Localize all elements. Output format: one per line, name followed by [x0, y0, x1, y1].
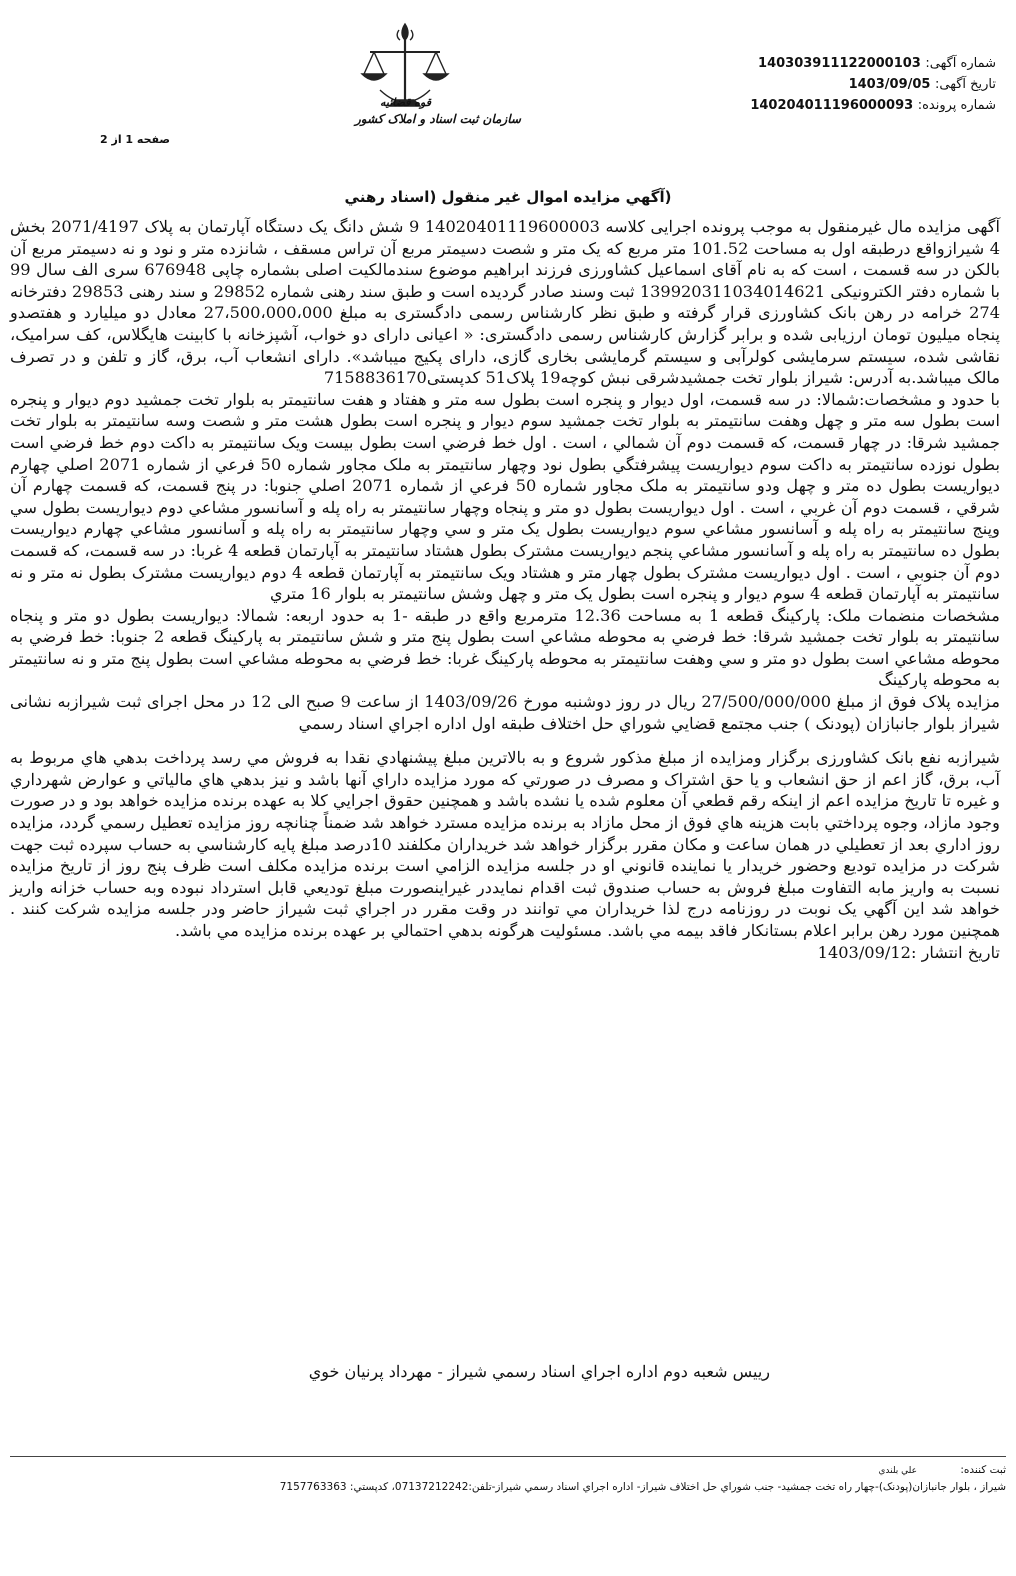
emblem-caption-judiciary: قوه قضائیه — [380, 96, 431, 109]
body-paragraph-auction-time: مزايده پلاک فوق از مبلغ 27/500/000/000 ريال در روز دوشنبه مورخ 1403/09/26 از ساعت 9 صبح الی 12 در محل اجرای ثبت شیرازبه نشانی شیراز بلوار جانبازان (پودنک ) جنب مجتمع قضايي شوراي حل اختلاف طبقه اول اداره اجراي اسناد رسمي — [10, 692, 1001, 733]
footer-address: شيراز ، بلوار جانبازان(پودنک)-چهار راه تخت جمشيد- جنب شوراي حل اختلاف شيراز- اداره اجراي اسناد رسمي شيراز-تلفن:07137212242، کدپستي: 7157763363 — [279, 1481, 1006, 1493]
footer-divider — [10, 1456, 1006, 1457]
registrar-name: علي بلندي — [878, 1466, 918, 1476]
notice-meta — [520, 53, 996, 116]
page-indicator: صفحه 1 از 2 — [100, 133, 171, 146]
signature-line: رييس شعبه دوم اداره اجراي اسناد رسمي شيراز - مهرداد پرنيان خوي — [308, 1362, 770, 1381]
notice-date-label: تاریخ آگهی: — [934, 77, 996, 92]
body-paragraph-property: آگهی مزایده مال غیرمنقول به موجب پرونده اجرایی کلاسه 14020401119600003 9 شش دانگ یک دستگاه آپارتمان به پلاک 2071/4197 بخش 4 شیرازواقع درطبقه اول به مساحت 101.52 متر مربع که یک متر و شصت دسیمتر مربع آن تراس مسقف ، شانزده متر و نود و نه دسیمتر مربع آن بالکن در سه قسمت ، است که به نام آقای اسماعیل کشاورزی فرزند ابراهیم موضوع سندمالکیت اصلی بشماره چاپی 676948 سری الف سال 99 با شماره دفتر الکترونیکی 139920311034014621 ثبت وسند صادر گردیده است و طبق سند رهنی شماره 29852 و سند رهنی 29853 دفترخانه 274 خرامه در رهن بانک کشاورزی قرار گرفته و طبق نظر کارشناس رسمی دادگستری به مبلغ 27،500،000،000 معادل دو میلیارد و هفتصدو پنجاه میلیون تومان ارزیابی شده و برابر گزارش کارشناس رسمی دادگستری: « اعیانی دارای دو خواب، آشپزخانه با کابینت هایگلاس، کف سرامیک، نقاشی شده، سیستم سرمایشی کولرآبی و سیستم گرمایشی بخاری گازی، دارای پکیج میباشد». دارای انشعاب آب، برق، گاز و تلفن و در تصرف مالک میباشد.به آدرس: شیراز بلوار تخت جمشیدشرقی نبش کوچه19 پلاک51 کدپستی7158836170 — [10, 217, 1000, 388]
footer — [10, 1462, 1006, 1495]
case-number-row — [520, 95, 996, 116]
case-number-label: شماره پرونده: — [917, 98, 996, 113]
notice-title: (آگهي مزايده اموال غير منقول (اسناد رهني — [344, 188, 672, 206]
notice-number-label: شماره آگهی: — [925, 56, 996, 71]
notice-number: 140303911122000103 — [758, 56, 921, 71]
notice-body — [10, 216, 1000, 963]
publish-date: تاریخ انتشار :1403/09/12 — [817, 942, 1000, 962]
notice-number-row — [520, 53, 996, 74]
registrar-row — [10, 1462, 1006, 1479]
notice-date-row — [520, 74, 996, 95]
body-paragraph-boundaries: با حدود و مشخصات:شمالا: در سه قسمت، اول دیوار و پنجره است بطول سه متر و هفتاد و هفت سانتیمتر به بلوار تخت جمشید دوم دیوار و پنجره است بطول سه متر و چهل وهفت سانتیمتر به بلوار تخت جمشید سوم دیوار و پنجره است بطول هشت متر و شصت وسه سانتیمتر به بلوار تخت جمشید شرقا: در چهار قسمت، که قسمت دوم آن شمالي ، است . اول خط فرضي است بطول بيست ويک سانتيمتر به داکت دوم خط فرضي است بطول نوزده سانتيمتر به داکت سوم ديواريست پيشرفتگي بطول نود وچهار سانتيمتر به ملک مجاور شماره 50 فرعي از شماره 2071 اصلي چهارم ديواريست بطول ده متر و چهل ودو سانتيمتر به ملک مجاور شماره 50 فرعي از شماره 2071 اصلي جنوبا: در پنج قسمت، که قسمت چهارم آن شرقي ، قسمت دوم آن غربي ، است . اول ديواريست بطول دو متر و پنجاه وچهار سانتيمتر به راه پله و آسانسور مشاعي دوم ديواريست بطول سي وپنج سانتيمتر به راه پله و آسانسور مشاعي سوم ديواريست بطول يک متر و سي وچهار سانتيمتر به راه پله و آسانسور مشاعي چهارم ديواريست بطول ده سانتيمتر به راه پله و آسانسور مشاعي پنجم ديواريست مشترک بطول هشتاد سانتيمتر به آپارتمان قطعه 4 غربا: در سه قسمت، که قسمت دوم آن جنوبي ، است . اول ديواريست مشترک بطول چهار متر و هشتاد ويک سانتيمتر به آپارتمان قطعه 4 دوم ديواريست مشترک بطول نه متر و نه سانتيمتر به آپارتمان قطعه 4 سوم ديوار و پنجره است بطول يک متر و چهل وشش سانتيمتر به بلوار 16 متري — [10, 389, 1000, 604]
body-paragraph-terms: شيرازبه نفع بانک کشاورزی برگزار ومزايده از مبلغ مذکور شروع و به بالاترين مبلغ پيشنهادي نقدا به فروش مي رسد پرداخت بدهي هاي مربوط به آب، برق، گاز اعم از حق انشعاب و يا حق اشتراک و مصرف در صورتي که مورد مزايده داراي آنها باشد و نيز بدهي هاي مالياتي و عوارض شهرداري و غيره تا تاريخ مزايده اعم از اينکه رقم قطعي آن معلوم شده يا نشده باشد و همچنين حقوق اجرايي کلا به عهده برنده مزايده خواهد بود و در صورت وجود مازاد، وجوه پرداختي بابت هزينه هاي فوق از محل مازاد به برنده مزايده مسترد خواهد شد ضمناً چنانچه روز مزايده تعطيل رسمي گردد، مزايده روز اداري بعد از تعطيلي در همان ساعت و مکان مقرر برگزار خواهد شد خريداران مکلفند 10درصد مبلغ پايه کارشناسي به حساب سپرده ثبت جهت شرکت در مزايده توديع وحضور خريدار يا نماينده قانوني او در جلسه مزايده الزامي است برنده مزايده مکلف است ظرف پنج روز از تاريخ مزايده نسبت به واريز مابه التفاوت مبلغ فروش به حساب صندوق ثبت اقدام نمايددر غيراينصورت مبلغ توديعي قابل استرداد نبوده وبه حساب خزانه واريز خواهد شد اين آگهي يک نوبت در روزنامه درج لذا خريداران مي توانند در وقت مقرر در اجراي ثبت شيراز حاضر ودر جلسه مزايده شرکت کنند . همچنين مورد رهن برابر اعلام بستانکار فاقد بيمه مي باشد. مسئوليت هرگونه بدهي احتمالي بر عهده برنده مزايده مي باشد. — [10, 748, 1000, 940]
body-paragraph-parking: مشخصات منضمات ملک: پارکينگ قطعه 1 به مساحت 12.36 مترمربع واقع در طبقه -1 به حدود اربعه: شمالا: ديواريست بطول دو متر و پنجاه سانتيمتر به بلوار تخت جمشيد شرقا: خط فرضي به محوطه مشاعي است بطول پنج متر و شش سانتيمتر به پارکينگ قطعه 2 جنوبا: خط فرضي به محوطه مشاعي است بطول دو متر و سي وهفت سانتيمتر به محوطه پارکينگ غربا: خط فرضي به محوطه مشاعي است بطول پنج متر و نه سانتيمتر به محوطه پارکينگ — [10, 605, 1000, 690]
notice-date: 1403/09/05 — [848, 77, 931, 92]
emblem-caption-organization: سازمان ثبت اسناد و املاک کشور — [355, 112, 521, 126]
registrar-label: ثبت کننده: — [960, 1464, 1006, 1476]
case-number: 140204011196000093 — [750, 98, 914, 113]
